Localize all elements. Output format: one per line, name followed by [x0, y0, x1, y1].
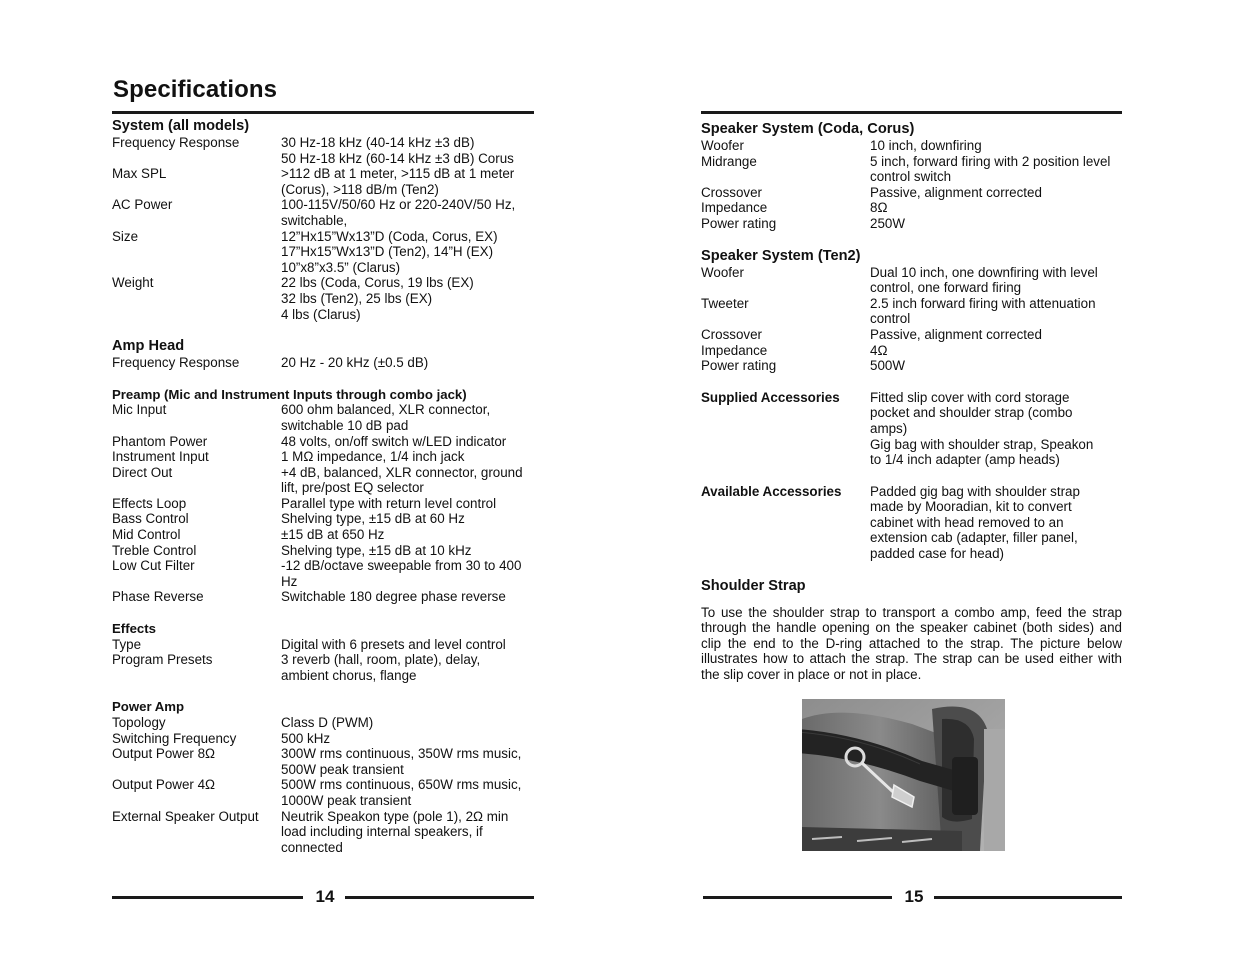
spec-value: [281, 355, 534, 371]
spec-row-treble-control: [112, 543, 534, 559]
spec-row-size: [112, 229, 534, 276]
section-heading-amp-head: Amp Head: [112, 338, 185, 355]
text-line: extension cab (adapter, filler panel,: [870, 530, 1078, 546]
shoulder-strap-photo: [802, 699, 1005, 851]
spec-label: Program Presets: [112, 652, 213, 668]
spec-row-output-power-4: [112, 777, 534, 808]
spec-value-line: -12 dB/octave sweepable from 30 to 400: [281, 558, 522, 574]
spec-row-mic-input: [112, 402, 534, 433]
spec-label: Type: [112, 636, 142, 652]
spec-value: [870, 296, 1122, 327]
shoulder-strap-paragraph: To use the shoulder strap to transport a combo amp, feed the strap through the handle opening on the speaker cabinet (both sides) and clip the end to the D-ring attached to the strap. The picture below illustrates how to attach the strap. The strap can be used either with the slip cover in place or not in place.: [701, 604, 1122, 683]
spec-value-line: connected: [281, 839, 343, 855]
spec-label: Mid Control: [112, 527, 181, 543]
spec-table-ten2: [701, 265, 1122, 374]
spec-label: Effects Loop: [112, 495, 187, 511]
spec-label: Switching Frequency: [112, 730, 237, 746]
supplied-accessories: [701, 390, 1122, 468]
spec-value-line: Digital with 6 presets and level control: [281, 636, 506, 652]
spec-row-frequency-response: [112, 135, 534, 166]
spec-label: Direct Out: [112, 464, 173, 480]
spec-value: [281, 229, 534, 276]
spec-value-line: 100-115V/50/60 Hz or 220-240V/50 Hz,: [281, 197, 516, 213]
text-line: amps): [870, 420, 908, 436]
footer-rule-left: [112, 896, 303, 899]
spec-label: Instrument Input: [112, 449, 209, 465]
spec-value-line: Dual 10 inch, one downfiring with level: [870, 264, 1098, 280]
spec-label: Power rating: [701, 358, 777, 374]
spec-value: [281, 465, 534, 496]
spec-value-line: 2.5 inch forward firing with attenuation: [870, 295, 1096, 311]
spec-value-line: 10 inch, downfiring: [870, 138, 982, 153]
spec-value: [281, 434, 534, 450]
spec-value-line: 1 MΩ impedance, 1/4 inch jack: [281, 449, 465, 465]
text-line: pocket and shoulder strap (combo: [870, 405, 1073, 421]
spec-value-line: 48 volts, on/off switch w/LED indicator: [281, 433, 507, 449]
spec-label: Power rating: [701, 215, 777, 231]
spec-value-line: 500W rms continuous, 650W rms music,: [281, 777, 522, 793]
footer-rule-right: [934, 896, 1122, 899]
spec-value-line: 20 Hz - 20 kHz (±0.5 dB): [281, 355, 429, 371]
spec-value: [281, 402, 534, 433]
spec-label: Size: [112, 228, 139, 244]
spec-value: [870, 138, 1122, 154]
page-14: [112, 0, 534, 954]
spec-row-external-speaker-output: [112, 809, 534, 856]
page-15: [701, 0, 1122, 954]
section-heading-ten2: Speaker System (Ten2): [701, 247, 861, 264]
spec-value-line: 17”Hx15”Wx13”D (Ten2), 14”H (EX): [281, 244, 494, 260]
spec-value-line: Hz: [281, 573, 298, 589]
section-heading-coda-corus: Speaker System (Coda, Corus): [701, 121, 915, 137]
spec-value-line: 30 Hz-18 kHz (40-14 kHz ±3 dB): [281, 135, 475, 150]
spec-label: Crossover: [701, 326, 763, 342]
spec-value-line: lift, pre/post EQ selector: [281, 480, 424, 496]
spec-value-line: 500 kHz: [281, 730, 331, 746]
spec-value-line: 12”Hx15”Wx13”D (Coda, Corus, EX): [281, 228, 498, 244]
spec-value: [870, 358, 1122, 374]
spec-row-tweeter: [701, 296, 1122, 327]
spec-value-line: control, one forward firing: [870, 280, 1022, 296]
spec-value-line: Shelving type, ±15 dB at 10 kHz: [281, 542, 472, 558]
spec-row-impedance: [701, 343, 1122, 359]
text-line: Padded gig bag with shoulder strap: [870, 483, 1080, 499]
spec-value-line: control switch: [870, 169, 952, 185]
footer-rule-left: [703, 896, 892, 899]
spec-value-line: 50 Hz-18 kHz (60-14 kHz ±3 dB) Corus: [281, 150, 514, 166]
spec-value: [870, 327, 1122, 343]
text-line: Fitted slip cover with cord storage: [870, 389, 1070, 405]
spec-value-line: 5 inch, forward firing with 2 position level: [870, 153, 1111, 169]
spec-row-topology: [112, 715, 534, 731]
spec-row-phantom-power: [112, 434, 534, 450]
spec-value-line: 4 lbs (Clarus): [281, 306, 361, 322]
spec-table-amp-head: [112, 355, 534, 371]
spec-row-max-spl: [112, 166, 534, 197]
spec-row-woofer: [701, 265, 1122, 296]
spec-row-crossover: [701, 185, 1122, 201]
page-number: 15: [904, 887, 924, 906]
spec-label: Treble Control: [112, 542, 197, 558]
spec-row-phase-reverse: [112, 589, 534, 605]
spec-value-line: 8Ω: [870, 200, 888, 216]
spec-value-line: Passive, alignment corrected: [870, 326, 1042, 342]
spec-value-line: 600 ohm balanced, XLR connector,: [281, 402, 491, 418]
top-rule: [701, 111, 1122, 114]
spec-row-weight: [112, 275, 534, 322]
spec-value-line: 22 lbs (Coda, Corus, 19 lbs (EX): [281, 275, 474, 291]
spec-value: [281, 777, 534, 808]
spec-value-line: load including internal speakers, if: [281, 824, 483, 840]
spec-value: [281, 715, 534, 731]
text-line: made by Mooradian, kit to convert: [870, 499, 1072, 515]
spec-value-line: Shelving type, ±15 dB at 60 Hz: [281, 511, 465, 527]
spec-label: Bass Control: [112, 511, 189, 527]
supplied-accessories-text: [870, 390, 1122, 468]
spec-value-line: Switchable 180 degree phase reverse: [281, 589, 506, 605]
spec-row-bass-control: [112, 511, 534, 527]
text-line: padded case for head): [870, 546, 1005, 562]
spec-row-instrument-input: [112, 449, 534, 465]
spec-value: [281, 197, 534, 228]
footer-rule-right: [345, 896, 534, 899]
spec-value: [281, 589, 534, 605]
page-number: 14: [315, 887, 335, 906]
spec-label: Impedance: [701, 200, 768, 216]
section-heading-preamp: Preamp (Mic and Instrument Inputs through combo jack): [112, 386, 467, 402]
spec-row-type: [112, 637, 534, 653]
spec-row-woofer: [701, 138, 1122, 154]
spec-table-preamp: [112, 402, 534, 605]
spec-value: [281, 746, 534, 777]
spec-label: Frequency Response: [112, 135, 240, 150]
spec-label: Low Cut Filter: [112, 558, 195, 574]
spec-value-line: +4 dB, balanced, XLR connector, ground: [281, 464, 523, 480]
section-heading-effects: Effects: [112, 621, 156, 637]
spec-row-switching-frequency: [112, 731, 534, 747]
section-heading-shoulder-strap: Shoulder Strap: [701, 577, 806, 594]
spec-value-line: Class D (PWM): [281, 715, 374, 730]
spec-value-line: 250W: [870, 215, 905, 231]
title-rule: [112, 111, 534, 114]
spec-value-line: 3 reverb (hall, room, plate), delay,: [281, 652, 481, 668]
spec-value-line: 500W: [870, 358, 905, 374]
text-line: to 1/4 inch adapter (amp heads): [870, 452, 1060, 468]
spec-value-line: 10”x8”x3.5” (Clarus): [281, 259, 401, 275]
spec-row-frequency-response: [112, 355, 534, 371]
spec-label: Phase Reverse: [112, 589, 204, 605]
spec-row-crossover: [701, 327, 1122, 343]
spec-value: [281, 652, 534, 683]
spec-value: [870, 200, 1122, 216]
spec-row-midrange: [701, 154, 1122, 185]
spec-value-line: ambient chorus, flange: [281, 667, 417, 683]
spec-row-impedance: [701, 200, 1122, 216]
spec-value: [281, 527, 534, 543]
spec-label: Midrange: [701, 153, 757, 169]
spec-label: Max SPL: [112, 166, 167, 182]
section-heading-power-amp: Power Amp: [112, 699, 185, 715]
spec-row-output-power-8: [112, 746, 534, 777]
spec-value: [281, 275, 534, 322]
spec-value-line: Neutrik Speakon type (pole 1), 2Ω min: [281, 808, 509, 824]
section-heading-system: System (all models): [112, 118, 250, 134]
spec-table-effects: [112, 637, 534, 684]
supplied-accessories-label: Supplied Accessories: [701, 389, 840, 405]
page-footer-right: [701, 887, 1122, 909]
spec-row-mid-control: [112, 527, 534, 543]
spec-label: Topology: [112, 715, 166, 730]
spec-row-power-rating: [701, 358, 1122, 374]
page-footer-left: [112, 887, 534, 909]
spec-content-right: [701, 121, 1122, 683]
spec-value: [281, 558, 534, 589]
spec-label: Mic Input: [112, 402, 167, 418]
spec-label: Crossover: [701, 184, 763, 200]
available-accessories-text: [870, 484, 1122, 562]
spec-label: Output Power 8Ω: [112, 746, 216, 762]
available-accessories-label: Available Accessories: [701, 483, 842, 499]
spec-value: [870, 216, 1122, 232]
spec-value: [281, 166, 534, 197]
spec-value: [281, 135, 534, 166]
spec-label: Tweeter: [701, 295, 749, 311]
spec-value-line: ±15 dB at 650 Hz: [281, 527, 385, 543]
spec-value: [281, 731, 534, 747]
spec-row-power-rating: [701, 216, 1122, 232]
spec-table-coda-corus: [701, 138, 1122, 232]
spec-label: Frequency Response: [112, 355, 240, 371]
spec-value: [870, 265, 1122, 296]
spec-value-line: control: [870, 311, 911, 327]
text-line: cabinet with head removed to an: [870, 514, 1064, 530]
spec-value: [281, 637, 534, 653]
spec-label: Impedance: [701, 342, 768, 358]
spec-value: [870, 185, 1122, 201]
spec-value: [870, 343, 1122, 359]
spec-label: Phantom Power: [112, 433, 208, 449]
spec-value-line: switchable,: [281, 212, 348, 228]
spec-table-power-amp: [112, 715, 534, 855]
spec-value-line: Passive, alignment corrected: [870, 184, 1042, 200]
spec-value: [281, 543, 534, 559]
spec-value: [281, 496, 534, 512]
spec-table-system: [112, 135, 534, 322]
spec-label: Woofer: [701, 138, 744, 153]
spec-value-line: Parallel type with return level control: [281, 495, 497, 511]
spec-label: AC Power: [112, 197, 173, 213]
spec-label: Output Power 4Ω: [112, 777, 216, 793]
spec-value-line: 32 lbs (Ten2), 25 lbs (EX): [281, 290, 433, 306]
spec-value: [281, 809, 534, 856]
spec-label: Woofer: [701, 264, 744, 280]
spec-row-direct-out: [112, 465, 534, 496]
spec-content-left: [112, 118, 534, 855]
spec-label: Weight: [112, 275, 154, 291]
spec-value: [281, 449, 534, 465]
spec-value: [281, 511, 534, 527]
spec-value-line: 300W rms continuous, 350W rms music,: [281, 746, 522, 762]
spec-value-line: (Corus), >118 dB/m (Ten2): [281, 181, 439, 197]
page-title: Specifications: [113, 76, 278, 103]
spec-value: [870, 154, 1122, 185]
spec-value-line: >112 dB at 1 meter, >115 dB at 1 meter: [281, 166, 515, 182]
spec-row-low-cut-filter: [112, 558, 534, 589]
spec-row-program-presets: [112, 652, 534, 683]
spec-value-line: switchable 10 dB pad: [281, 417, 409, 433]
spec-label: External Speaker Output: [112, 808, 259, 824]
spec-row-effects-loop: [112, 496, 534, 512]
spec-value-line: 1000W peak transient: [281, 792, 412, 808]
spec-value-line: 500W peak transient: [281, 761, 404, 777]
spec-row-ac-power: [112, 197, 534, 228]
text-line: Gig bag with shoulder strap, Speakon: [870, 436, 1094, 452]
spec-value-line: 4Ω: [870, 342, 888, 358]
available-accessories: [701, 484, 1122, 562]
